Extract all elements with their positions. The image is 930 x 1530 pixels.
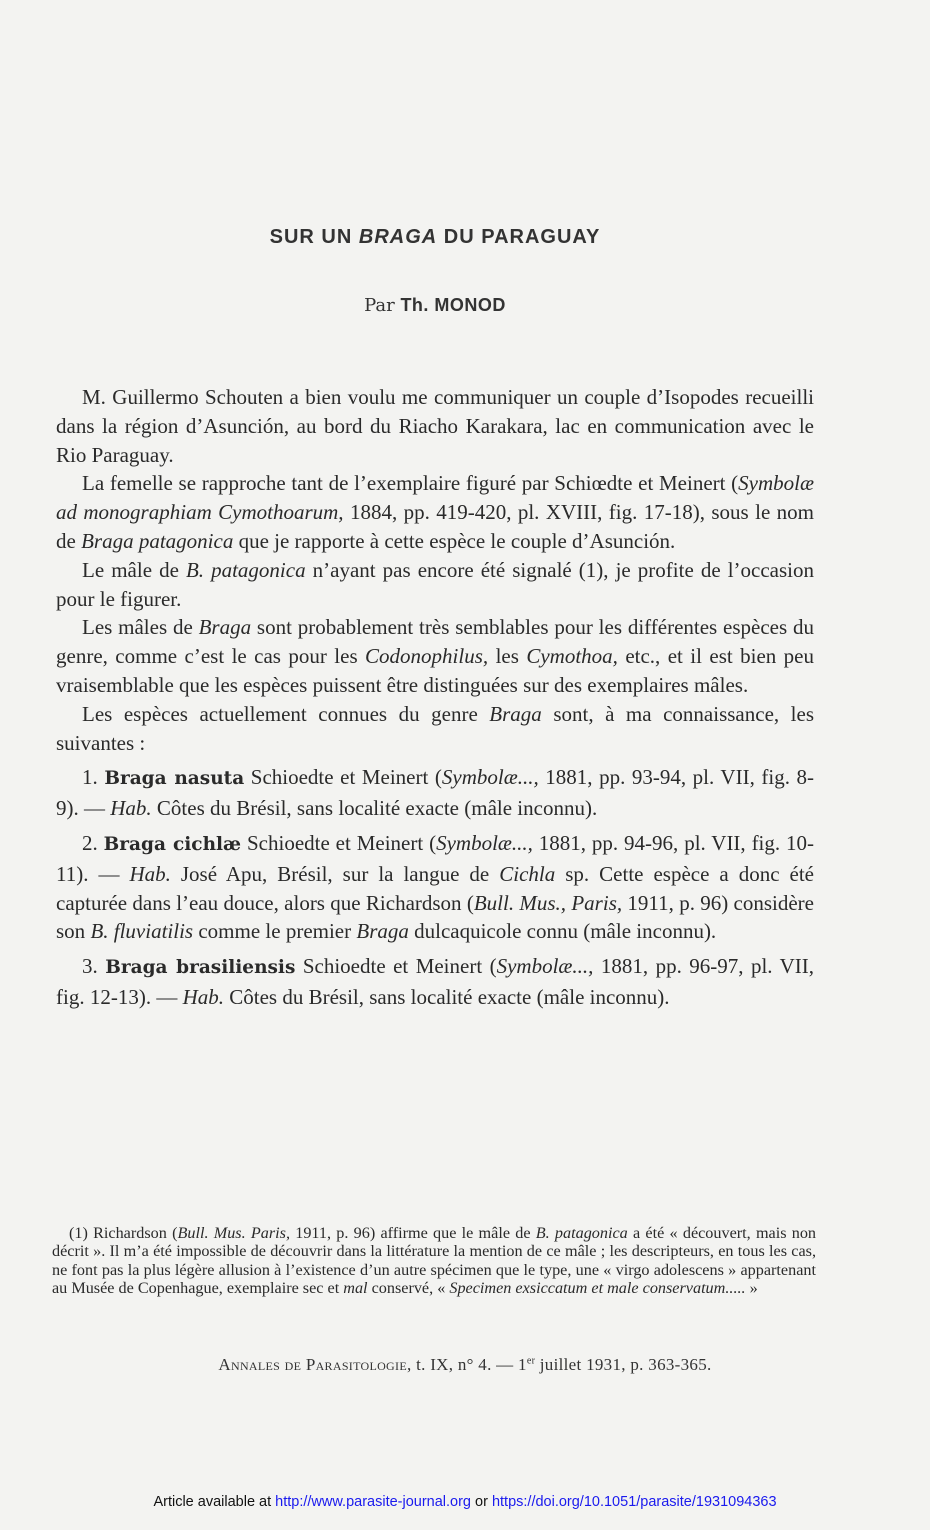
paragraph-5 [56, 700, 814, 758]
journal-link[interactable]: http://www.parasite-journal.org [275, 1494, 471, 1510]
species-text: 1881, pp. 94-96, pl. VII, fig. 10-11). — [56, 830, 815, 886]
p2-text-a: La femelle se rapproche tant de l’exemplaire figuré par Schiœdte et Meinert ( [82, 471, 739, 496]
p2-species: Braga patagonica [81, 528, 234, 553]
species-name: Braga nasuta [104, 768, 245, 790]
species-genus: Braga [356, 919, 409, 944]
species-fluviatilis: B. fluviatilis [90, 919, 194, 944]
species-text: Côtes du Brésil, sans localité exacte (mâle inconnu). [224, 984, 670, 1009]
species-text: Schioedte et Meinert ( [241, 830, 437, 855]
species-number: 3. [82, 954, 106, 979]
doi-link[interactable]: https://doi.org/10.1051/parasite/1931094363 [491, 1494, 777, 1510]
species-ref: Symbolæ..., [496, 954, 594, 979]
p3-text-a: Le mâle de [82, 557, 186, 582]
species-hab: Hab. [110, 796, 152, 821]
footnote [52, 1224, 816, 1298]
species-host: Cichla [499, 861, 556, 886]
p4-genus-cymothoa: Cymothoa, [526, 644, 618, 669]
article-title [0, 226, 870, 249]
fn-text: » [745, 1279, 758, 1298]
species-entry [56, 829, 814, 946]
species-entry [56, 763, 814, 823]
access-prefix: Article available at [153, 1494, 276, 1510]
title-genus: BRAGA [358, 226, 438, 248]
citation-sup: er [526, 1355, 536, 1367]
fn-species: B. patagonica [535, 1224, 628, 1242]
fn-quote: Specimen exsiccatum et male conservatum..... [449, 1279, 746, 1298]
species-number: 1. [82, 765, 105, 790]
access-middle: or [471, 1494, 492, 1510]
p4-genus-codonophilus: Codonophilus, [365, 644, 489, 669]
citation-date: juillet 1931, p. 363-365. [535, 1355, 712, 1374]
p2-text-c: 1884, pp. 419-420, pl. XVIII, fig. 17-18), sous le nom de [56, 500, 814, 553]
species-ref: Symbolæ..., [441, 765, 539, 790]
fn-mal: mal [343, 1279, 368, 1298]
p3-species: B. patagonica [185, 557, 306, 582]
p4-text-e: les [488, 644, 527, 669]
paragraph-1: M. Guillermo Schouten a bien voulu me communiquer un couple d’Isopodes recueilli dans la région d’Asunción, au bord du Riacho Karakara, lac en communication avec le Rio Paraguay. [56, 385, 814, 467]
p2-text-e: que je rapporte à cette espèce le couple d’Asunción. [233, 528, 676, 553]
author-prefix: Par [364, 295, 401, 316]
fn-text: conservé, « [367, 1279, 450, 1298]
species-ref: Symbolæ..., [436, 830, 533, 855]
species-text: Côtes du Brésil, sans localité exacte (mâle inconnu). [151, 796, 598, 821]
p4-genus: Braga [198, 615, 252, 640]
species-hab: Hab. [129, 861, 171, 886]
access-footer [0, 1494, 930, 1510]
species-text: dulcaquicole connu (mâle inconnu). [408, 919, 717, 944]
species-hab: Hab. [182, 984, 224, 1009]
species-ref: Bull. Mus., Paris, [473, 890, 623, 915]
species-text: Schioedte et Meinert ( [244, 765, 442, 790]
species-entry [56, 952, 814, 1012]
species-name: Braga cichlæ [103, 833, 242, 855]
species-text: Schioedte et Meinert ( [295, 954, 497, 979]
p3-text-c: n’ayant pas encore été signalé (1), je profite de l’occasion pour le figurer. [56, 557, 814, 611]
title-post: DU PARAGUAY [437, 226, 601, 248]
species-name: Braga brasiliensis [105, 957, 296, 979]
fn-text: a été « découvert, mais non décrit ». Il m’a été impossible de découvrir dans la littérature la mention de ce mâle ; les descripteurs, en tous les cas, ne font pas la plus légère allusion à l’existence d’un autre spécimen que le type, une « virgo adolescens » appartenant au Musée de Copenhague, exemplaire sec et [52, 1224, 817, 1298]
p2-work-title: Symbolæ ad monographiam Cymothoarum, [56, 471, 814, 525]
species-text: sp. Cette espèce a donc été capturée dans l’eau douce, alors que Richardson ( [56, 861, 814, 915]
paragraph-2 [56, 469, 814, 555]
fn-text: 1911, p. 96) affirme que le mâle de [290, 1224, 536, 1242]
p5-genus: Braga [489, 701, 542, 726]
species-text: comme le premier [193, 919, 357, 944]
fn-text: (1) Richardson ( [69, 1224, 178, 1242]
author-name: Th. MONOD [400, 295, 506, 315]
citation-volume: t. IX, n° 4. — 1 [411, 1355, 527, 1374]
p5-text-a: Les espèces actuellement connues du genre [82, 701, 490, 726]
title-pre: SUR UN [269, 226, 359, 248]
footnote-text [52, 1224, 816, 1298]
species-number: 2. [82, 830, 104, 855]
species-text: 1881, pp. 96-97, pl. VII, fig. 12-13). — [56, 954, 815, 1009]
species-text: José Apu, Brésil, sur la langue de [170, 861, 500, 886]
paragraph-3 [56, 556, 814, 614]
p4-text-c: sont probablement très semblables pour les différentes espèces du genre, comme c’est le cas pour les [56, 615, 815, 669]
p5-text-c: sont, à ma connaissance, les suivantes : [56, 701, 814, 755]
journal-name: Annales de Parasitologie, [218, 1355, 412, 1374]
p4-text-a: Les mâles de [82, 615, 199, 640]
species-text: 1881, pp. 93-94, pl. VII, fig. 8-9). — [56, 765, 815, 821]
species-text: 1911, p. 96) considère son [56, 890, 814, 944]
fn-ref: Bull. Mus. Paris, [177, 1224, 291, 1242]
article-body [56, 383, 814, 1012]
author-line [0, 295, 870, 316]
paragraph-4 [56, 613, 814, 699]
journal-citation [0, 1355, 930, 1375]
p4-text-g: etc., et il est bien peu vraisemblable que les espèces puissent être distinguées sur des exemplaires mâles. [56, 644, 815, 697]
